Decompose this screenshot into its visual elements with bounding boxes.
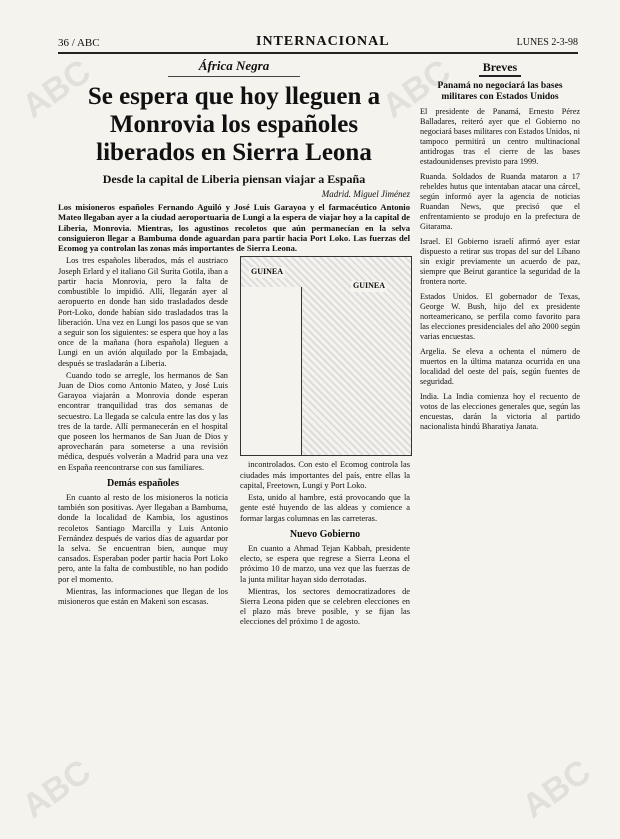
sierra-leone-map [240,256,412,456]
paragraph: incontrolados. Con esto el Ecomog controla las ciudades más importantes del país, entre ellas la capital, Freetown, Lungi y Port Loko. [240,460,410,490]
paragraph: Cuando todo se arregle, los hermanos de San Juan de Dios como Antonio Mateo, y José Luis Garayoa viajarán a Monrovia donde esperan encontrar tranquilidad tras dos semanas de secuestro. La llegada se calcula entre las dos y las tres de la tarde. Allí permanecerán en el hospital que poseen los hermanos de San Juan de Dios y aprovecharán para someterse a una revisión médica, después volverán a Madrid para una vez en España reencontrarse con sus familiares. [58,370,228,472]
brief-headline: Panamá no negociará las bases militares con Estados Unidos [437,81,563,102]
article-subhead: Desde la capital de Liberia piensan viajar a España [102,172,366,186]
page-header [58,34,578,54]
news-briefs [420,58,580,437]
section-title: INTERNACIONAL [256,34,390,49]
brief-item: Ruanda. Soldados de Ruanda mataron a 17 rebeldes hutus que intentaban atacar una cárcel, según informó ayer la agencia de noticias Ruandan News, que precisó que el enfrentamiento se produjo en la prefectura de Gitarama. [420,172,580,231]
section-subhead: Nuevo Gobierno [289,528,361,540]
brief-item: Argelia. Se eleva a ochenta el número de muertos en la última matanza ocurrida en una localidad del oeste del país, según fuentes de seguridad. [420,347,580,386]
section-subhead: Demás españoles [107,477,179,489]
paragraph: Esta, unido al hambre, está provocando que la gente esté huyendo de las aldeas y comience a formar largas columnas en las carreteras. [240,493,410,523]
briefs-header [420,58,580,77]
ocean-area [241,287,302,455]
issue-date: LUNES 2-3-98 [516,37,578,48]
article-lead: Los misioneros españoles Fernando Aguiló y José Luis Garayoa y el farmacéutico Antonio Mateo llegaban ayer a la ciudad aeroportuaria de Lungi a la espera de viajar hoy a la capital de Liberia, Monrovia. Mientras, los agustinos recoletos que aún permanecían en la selva consiguieron llegar a Bambuma donde aguardan para partir hacia Port Loko. Las fuerzas del Ecomog ya controlan las zonas más importantes de Sierra Leona. [58,202,410,254]
watermark: ABC [515,752,598,826]
column-1 [58,256,228,609]
watermark: ABC [15,52,98,126]
paragraph: En cuanto a Ahmad Tejan Kabbah, presidente electo, se espera que regrese a Sierra Leona el próximo 10 de marzo, una vez que las fuerzas de la junta militar hayan sido derrotadas. [240,543,410,584]
map-label: GUINEA [353,281,386,291]
article-headline: Se espera que hoy lleguen a Monrovia los españoles liberados en Sierra Leona [87,83,381,166]
watermark: ABC [15,752,98,826]
article-byline: Madrid. Miguel Jiménez [321,189,410,199]
paragraph: Mientras, las informaciones que llegan de los misioneros que están en Makeni son escasas. [58,586,228,606]
brief-item: Estados Unidos. El gobernador de Texas, George W. Bush, hijo del ex presidente norteamericano, se perfila como favorito para las elecciones presidenciales del año 2000 según varias encuestas. [420,292,580,341]
briefs-title: Breves [479,60,521,77]
page-number: 36 / ABC [58,37,100,49]
map-label: GUINEA [251,267,284,277]
brief-item: India. La India comienza hoy el recuento de votos de las elecciones generales que, según las encuestas, darán la victoria al partido nacionalista hindú Bharatiya Janata. [420,392,580,431]
brief-item: El presidente de Panamá, Ernesto Pérez Balladares, reiteró ayer que el Gobierno no negociará bases militares con Estados Unidos, ni tampoco permitirá un centro multinacional antidrogas tras el cierre de las bases estadounidenses previsto para 1999. [420,107,580,166]
paragraph: En cuanto al resto de los misioneros la noticia también son positivas. Ayer llegaban a Bambuma, donde la localidad de Kambia, los agustinos recoletos Santiago Marcilla y Luis Antonio Fernández después de varios días de aguardar por la selva. Se encuentran bien, aunque muy cansados. Esperaban poder partir hacia Port Loko pero, ante la falta de combustible, no han podido por el momento. [58,492,228,584]
main-article [58,58,410,796]
paragraph: Los tres españoles liberados, más el austriaco Joseph Erlard y el italiano Gil Surita Gotila, iban a partir hacia Monrovia, pero la falta de combustible lo impidió. Allí, llegarán ayer al aeropuerto en donde han sido trasladados desde Port-Loko, donde habían sido trasladados tras la liberación. Una vez en Lungi los pasos que se van a seguir son los siguientes: se espera que hoy a las once de la mañana (hora española) lleguen a Lungi en un avión alquilado por la Embajada, después se trasladarán a Liberia. [58,256,228,368]
column-2 [240,256,410,629]
watermark: ABC [375,52,458,126]
article-kicker: África Negra [168,58,300,77]
paragraph: Mientras, los sectores democratizadores de Sierra Leona piden que se celebren elecciones en el plazo más breve posible, y se fijan las elecciones del próximo 1 de agosto. [240,586,410,627]
brief-item: Israel. El Gobierno israelí afirmó ayer estar dispuesto a retirar sus tropas del sur del Líbano sin exigir previamente un acuerdo de paz, siempre que Beirut garantice la seguridad de la frontera norte. [420,237,580,286]
article-columns [58,256,410,796]
